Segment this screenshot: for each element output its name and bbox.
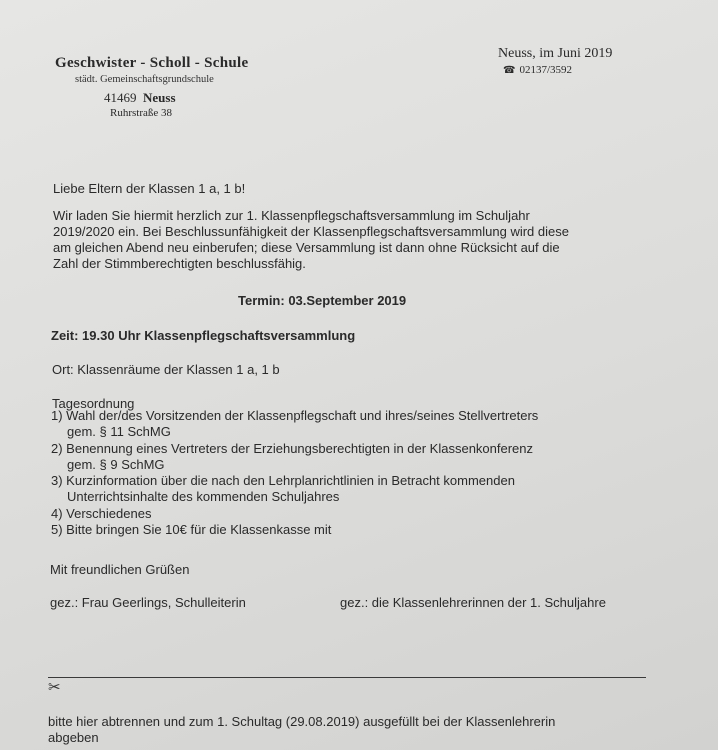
meeting-location: Ort: Klassenräume der Klassen 1 a, 1 b bbox=[52, 362, 280, 377]
meeting-date: Termin: 03.September 2019 bbox=[238, 293, 407, 308]
phone-number: 02137/3592 bbox=[519, 64, 573, 76]
postal-code: 41469 bbox=[104, 90, 137, 105]
scissors-icon: ✂ bbox=[48, 679, 61, 696]
salutation: Liebe Eltern der Klassen 1 a, 1 b! bbox=[53, 181, 246, 196]
agenda-item: 4) Verschiedenes bbox=[51, 505, 152, 521]
cut-line bbox=[48, 677, 646, 678]
signature-principal: gez.: Frau Geerlings, Schulleiterin bbox=[50, 595, 246, 610]
phone-line bbox=[503, 64, 572, 76]
agenda-list bbox=[51, 408, 538, 538]
city: Neuss bbox=[143, 90, 176, 105]
agenda-item: 1) Wahl der/des Vorsitzenden der Klassenpflegschaft und ihres/seines Stellvertreters gem. § 11 SchMG bbox=[51, 408, 539, 440]
intro-line: Wir laden Sie hiermit herzlich zur 1. Klassenpflegschaftsversammlung im Schuljahr bbox=[53, 208, 530, 223]
school-type: städt. Gemeinschaftsgrundschule bbox=[75, 74, 214, 85]
school-address-city bbox=[104, 90, 176, 106]
meeting-time: Zeit: 19.30 Uhr Klassenpflegschaftsversammlung bbox=[51, 328, 356, 343]
intro-line: am gleichen Abend neu einberufen; diese Versammlung ist dann ohne Rücksicht auf die bbox=[53, 240, 560, 255]
school-name: Geschwister - Scholl - Schule bbox=[55, 55, 249, 71]
agenda-title: Tagesordnung bbox=[52, 396, 135, 411]
tear-off-line: bitte hier abtrennen und zum 1. Schultag (29.08.2019) ausgefüllt bei der Klassenlehrerin bbox=[48, 714, 556, 729]
agenda-item: 5) Bitte bringen Sie 10€ für die Klassenkasse mit bbox=[51, 522, 332, 538]
tear-off-line: abgeben bbox=[48, 730, 99, 745]
intro-paragraph bbox=[53, 208, 569, 272]
intro-line: Zahl der Stimmberechtigten beschlussfähig. bbox=[53, 256, 306, 271]
intro-line: 2019/2020 ein. Bei Beschlussunfähigkeit der Klassenpflegschaftsversammlung wird diese bbox=[53, 224, 569, 239]
telephone-icon: ☎ bbox=[503, 65, 516, 76]
tear-off-note bbox=[48, 714, 555, 746]
closing: Mit freundlichen Grüßen bbox=[50, 562, 190, 577]
school-street: Ruhrstraße 38 bbox=[110, 107, 173, 119]
signature-teachers: gez.: die Klassenlehrerinnen der 1. Schuljahre bbox=[340, 595, 606, 610]
agenda-item: 3) Kurzinformation über die nach den Lehrplanrichtlinien in Betracht kommenden Unterrichtsinhalte des kommenden Schuljahres bbox=[51, 473, 515, 505]
place-date: Neuss, im Juni 2019 bbox=[498, 46, 613, 61]
agenda-item: 2) Benennung eines Vertreters der Erziehungsberechtigten in der Klassenkonferenz gem. § 9 SchMG bbox=[51, 440, 534, 472]
